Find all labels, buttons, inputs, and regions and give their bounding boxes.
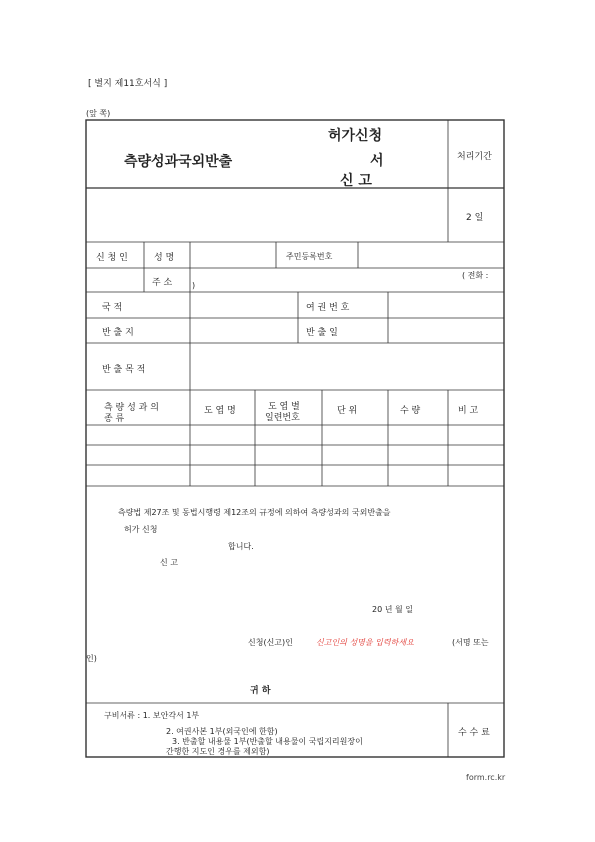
statement-permit-option: 허가 신청 xyxy=(124,525,158,534)
processing-period-value: 2 일 xyxy=(466,213,484,223)
form-number: [ 별지 제11호서식 ] xyxy=(88,79,168,89)
source-watermark: form.rc.kr xyxy=(466,773,506,782)
table-row[interactable] xyxy=(86,425,504,445)
signer-name-input[interactable]: 신고인의 성명을 입력하세요 xyxy=(316,638,414,647)
col-sheet-serial-line2: 일련번호 xyxy=(265,413,300,423)
col-unit: 단 위 xyxy=(337,406,358,416)
name-label: 성 명 xyxy=(154,253,175,263)
address-field[interactable] xyxy=(191,269,451,291)
passport-number-field[interactable] xyxy=(389,293,503,317)
destination-field[interactable] xyxy=(191,319,297,342)
signature-hint-end: 인) xyxy=(86,654,97,663)
applicant-label: 신 청 인 xyxy=(96,253,128,263)
required-doc-item-3-line2: 간행한 지도인 경우를 제외함) xyxy=(166,747,270,756)
title-seo: 서 xyxy=(370,153,384,169)
form-title: 측량성과국외반출 xyxy=(124,154,233,170)
export-date-field[interactable] xyxy=(389,319,503,342)
col-survey-result-type-line2: 종 류 xyxy=(104,414,125,424)
passport-number-label: 여 권 번 호 xyxy=(306,303,350,313)
fee-label: 수 수 료 xyxy=(458,728,490,738)
required-doc-item-2: 2. 여권사본 1부(외국인에 한함) xyxy=(166,727,278,736)
required-doc-item-3-line1: 3. 반출할 내용물 1부(반출할 내용물이 국립지리원장이 xyxy=(172,737,363,746)
phone-label: ( 전화 : xyxy=(462,271,489,280)
col-sheet-serial-line1: 도 엽 별 xyxy=(268,402,300,412)
nationality-field[interactable] xyxy=(191,293,297,317)
export-purpose-field[interactable] xyxy=(191,344,503,389)
statement-report-option: 신 고 xyxy=(160,558,178,567)
resident-id-label: 주민등록번호 xyxy=(286,252,333,261)
table-row[interactable] xyxy=(86,445,504,465)
export-purpose-label: 반 출 목 적 xyxy=(102,365,146,375)
page-side-label: (앞 쪽) xyxy=(86,109,111,118)
col-survey-result-type-line1: 측 량 성 과 의 xyxy=(104,403,159,413)
recipient-label: 귀 하 xyxy=(250,686,271,696)
statement-line: 측량법 제27조 및 동법시행령 제12조의 규정에 의하여 측량성과의 국외반출을 xyxy=(118,508,391,517)
required-documents-label: 구비서류 : 1. 보안각서 1부 xyxy=(104,711,200,720)
statement-closing: 합니다. xyxy=(228,542,254,551)
col-remarks: 비 고 xyxy=(458,406,479,416)
export-date-label: 반 출 일 xyxy=(306,328,338,338)
nationality-label: 국 적 xyxy=(102,303,123,313)
application-date: 20 년 월 일 xyxy=(372,605,413,614)
resident-id-field[interactable] xyxy=(359,243,503,267)
col-quantity: 수 량 xyxy=(400,406,421,416)
title-report-option: 신 고 xyxy=(340,173,372,189)
title-permit-option: 허가신청 xyxy=(328,128,383,144)
signer-label: 신청(신고)인 xyxy=(248,638,293,647)
col-map-sheet-name: 도 엽 명 xyxy=(204,406,236,416)
phone-close-paren: ) xyxy=(192,281,196,290)
processing-period-label: 처리기간 xyxy=(457,152,492,162)
name-field[interactable] xyxy=(191,243,275,267)
address-label: 주 소 xyxy=(152,278,173,288)
table-row[interactable] xyxy=(86,465,504,486)
signature-hint: (서명 또는 xyxy=(452,638,489,647)
destination-label: 반 출 지 xyxy=(102,328,134,338)
